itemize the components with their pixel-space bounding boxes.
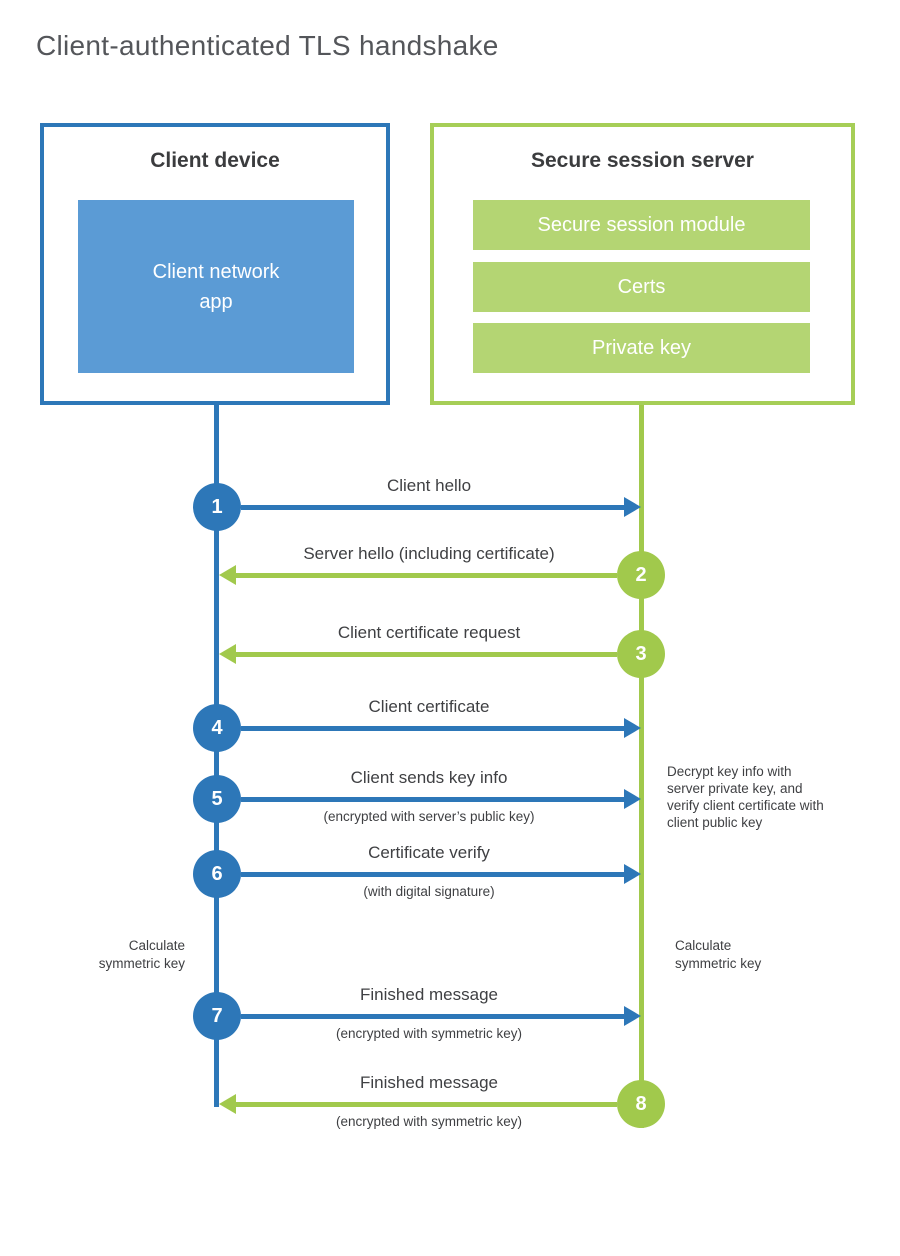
step-4-arrowhead-icon — [624, 718, 641, 738]
page-title: Client-authenticated TLS handshake — [36, 30, 499, 61]
step-5-label: Client sends key info — [350, 768, 508, 787]
server-decrypt-note: Decrypt key info with server private key, and verify client certificate with client public key — [667, 764, 824, 830]
step-7-number: 7 — [211, 1004, 223, 1027]
step-2-arrowhead-icon — [219, 565, 236, 585]
step-1-label: Client hello — [386, 476, 472, 495]
step-8-arrowhead-icon — [219, 1094, 236, 1114]
client-calculate-symmetric-key-note: Calculate symmetric key — [98, 938, 185, 971]
step-1-number: 1 — [211, 495, 223, 518]
step-6-label: Certificate verify — [368, 843, 490, 862]
step-1-arrow-shaft — [241, 505, 624, 510]
server-module-secure-session: Secure session module — [473, 200, 810, 250]
step-2-arrow-shaft — [235, 573, 617, 578]
step-6-arrow-shaft — [241, 872, 624, 877]
step-5-arrow-shaft — [241, 797, 624, 802]
server-calculate-symmetric-key-note: Calculate symmetric key — [675, 938, 762, 971]
step-3-number: 3 — [635, 642, 647, 665]
client-app-line-1: Client network — [152, 260, 280, 283]
secure-session-server-title: Secure session server — [531, 149, 754, 172]
step-3-label: Client certificate request — [337, 623, 521, 642]
step-5-sublabel: (encrypted with server’s public key) — [323, 809, 535, 824]
server-module-private-key: Private key — [473, 323, 810, 373]
client-app-line-2: app — [199, 290, 233, 313]
step-3-arrow-shaft — [235, 652, 617, 657]
step-8-sublabel: (encrypted with symmetric key) — [335, 1114, 523, 1129]
step-5-arrowhead-icon — [624, 789, 641, 809]
client-device-title: Client device — [150, 149, 280, 172]
step-6-number: 6 — [211, 862, 223, 885]
step-7-label: Finished message — [360, 985, 498, 1004]
step-4-number: 4 — [211, 716, 223, 739]
client-network-app-box — [78, 200, 354, 373]
step-2-label: Server hello (including certificate) — [303, 544, 555, 563]
step-7-sublabel: (encrypted with symmetric key) — [335, 1026, 523, 1041]
step-8-label: Finished message — [360, 1073, 498, 1092]
step-7-arrow-shaft — [241, 1014, 624, 1019]
step-8-arrow-shaft — [235, 1102, 617, 1107]
step-1-arrowhead-icon — [624, 497, 641, 517]
step-4-label: Client certificate — [368, 697, 490, 716]
step-4-arrow-shaft — [241, 726, 624, 731]
step-3-arrowhead-icon — [219, 644, 236, 664]
step-8-number: 8 — [635, 1092, 647, 1115]
step-2-number: 2 — [635, 563, 647, 586]
step-6-sublabel: (with digital signature) — [363, 884, 495, 899]
step-7-arrowhead-icon — [624, 1006, 641, 1026]
server-module-certs: Certs — [473, 262, 810, 312]
step-6-arrowhead-icon — [624, 864, 641, 884]
step-5-number: 5 — [211, 787, 223, 810]
